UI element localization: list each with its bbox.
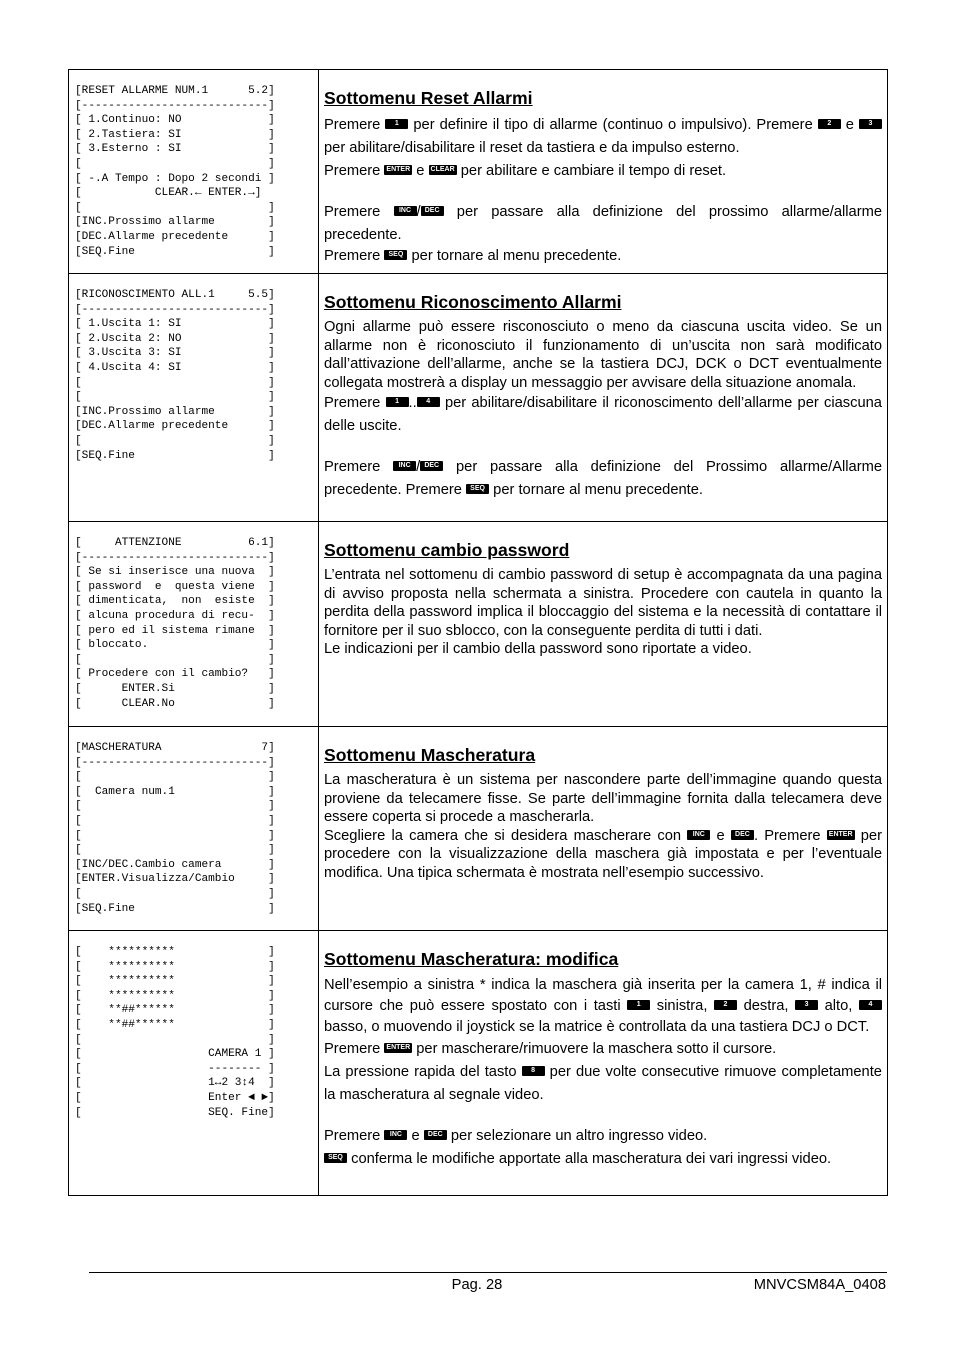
text-cell xyxy=(319,931,888,1196)
text: e xyxy=(716,827,725,844)
reset-alarm-screen: [RESET ALLARME NUM.1 5.2] [----------------------------] [ 1.Continuo: NO ] [ 2.Tastiera: SI ] [ 3.Esterno : SI ] [ ] [ -.A Tempo : Dopo 2 secondi ] [ CLEAR.← ENTER.→] [ ] [INC.Prossimo allarme ] [DEC.Allarme precedente ] [SEQ.Fine ] xyxy=(75,85,275,258)
table-row xyxy=(69,70,888,274)
key-2-icon: 2 xyxy=(714,1000,737,1010)
text: sinistra, xyxy=(656,998,708,1014)
key-3-icon: 3 xyxy=(795,1000,818,1010)
text: La pressione rapida del tasto xyxy=(324,1064,517,1080)
text: . Premere xyxy=(753,827,821,844)
text-cell xyxy=(319,70,888,274)
key-inc-icon: INC xyxy=(394,206,417,216)
paragraph xyxy=(324,827,882,883)
text: Nell’esempio a sinistra * indica la maschera già inserita per la camera 1, # indica il cursore che può essere spostato con i tasti xyxy=(324,977,882,1014)
text: Premere xyxy=(324,117,381,133)
text: Premere xyxy=(324,248,381,264)
key-4-icon: 4 xyxy=(859,1000,882,1010)
screen-cell xyxy=(69,522,319,727)
section-title: Sottomenu Reset Allarmi xyxy=(324,88,533,108)
screen-cell xyxy=(69,931,319,1196)
text-cell xyxy=(319,522,888,727)
key-enter-icon: ENTER xyxy=(386,1044,411,1052)
table-row xyxy=(69,931,888,1196)
screen-cell xyxy=(69,727,319,931)
key-1-icon: 1 xyxy=(627,1000,650,1010)
text: / xyxy=(416,204,421,220)
key-1-icon: 1 xyxy=(385,119,408,129)
text: Scegliere la camera che si desidera mascherare con xyxy=(324,827,682,844)
key-enter-icon: ENTER xyxy=(386,166,411,174)
key-dec-icon: DEC xyxy=(421,206,444,216)
text: per abilitare e cambiare il tempo di reset. xyxy=(460,163,727,179)
table-row xyxy=(69,727,888,931)
paragraph xyxy=(324,1038,882,1061)
section-title: Sottomenu Mascheratura: modifica xyxy=(324,949,619,969)
masking-screen: [MASCHERATURA 7] [----------------------------] [ ] [ Camera num.1 ] [ ] [ ] [ ] [ ] [INC/DEC.Cambio camera ] [ENTER.Visualizza/Cambio ] [ ] [SEQ.Fine ] xyxy=(75,742,275,915)
paragraph xyxy=(324,1061,882,1107)
text: basso, o muovendo il joystick se la matrice è controllata da una tastiera DCJ o DCT. xyxy=(324,1019,870,1035)
key-enter-icon: ENTER xyxy=(828,830,853,838)
key-8-icon: 8 xyxy=(522,1066,545,1076)
key-seq-icon: SEQ xyxy=(324,1153,347,1163)
table-row xyxy=(69,522,888,727)
text: per selezionare un altro ingresso video. xyxy=(450,1128,708,1144)
text: per due volte consecutive rimuove completamente la mascheratura al segnale video. xyxy=(324,1064,882,1103)
key-seq-icon: SEQ xyxy=(384,250,407,260)
section-title: Sottomenu cambio password xyxy=(324,540,570,560)
paragraph xyxy=(324,1125,882,1148)
alarm-recognition-screen: [RICONOSCIMENTO ALL.1 5.5] [----------------------------] [ 1.Uscita 1: SI ] [ 2.Uscita 2: NO ] [ 3.Uscita 3: SI ] [ 4.Uscita 4: SI ] [ ] [ ] [INC.Prossimo allarme ] [DEC.Allarme precedente ] [ ] [SEQ.Fine ] xyxy=(75,289,275,462)
text: destra, xyxy=(743,998,789,1014)
text: per abilitare/disabilitare il reset da tastiera e da impulso esterno. xyxy=(324,140,740,156)
section-title: Sottomenu Mascheratura xyxy=(324,745,536,765)
text: alto, xyxy=(824,998,853,1014)
footer-divider xyxy=(89,1272,887,1273)
key-dec-icon: DEC xyxy=(420,461,443,471)
text-cell xyxy=(319,727,888,931)
table-row xyxy=(69,274,888,522)
text: Premere xyxy=(324,163,381,179)
text: e xyxy=(411,1128,420,1144)
screen-cell xyxy=(69,70,319,274)
page-number: Pag. 28 xyxy=(451,1277,503,1293)
paragraph xyxy=(324,1148,882,1171)
key-dec-icon: DEC xyxy=(731,830,754,840)
paragraph xyxy=(324,160,882,183)
key-inc-icon: INC xyxy=(687,830,710,840)
text: per passare alla definizione del Prossimo allarme/Allarme precedente. Premere xyxy=(324,459,882,499)
key-clear-icon: CLEAR xyxy=(430,166,455,174)
key-inc-icon: INC xyxy=(393,461,416,471)
key-3-icon: 3 xyxy=(859,119,882,129)
key-1-icon: 1 xyxy=(386,397,409,407)
masking-edit-screen: [ ********** ] [ ********** ] [ ********** ] [ ********** ] [ **##****** ] [ **##****** ] [ ] [ CAMERA 1 ] [ -------- ] [ 1↔2 3↕4 ] [ Enter ◄ ►] [ SEQ. Fine] xyxy=(75,946,275,1119)
text: conferma le modifiche apportate alla mascheratura dei vari ingressi video. xyxy=(351,1151,832,1167)
key-seq-icon: SEQ xyxy=(466,484,489,494)
section-title: Sottomenu Riconoscimento Allarmi xyxy=(324,292,622,312)
screen-cell xyxy=(69,274,319,522)
key-inc-icon: INC xyxy=(384,1130,407,1140)
text: / xyxy=(416,459,421,476)
text: per abilitare/disabilitare il riconoscimento dell’allarme per ciascuna delle uscite. xyxy=(324,395,882,435)
text: Premere xyxy=(324,1128,381,1144)
paragraph: La mascheratura è un sistema per nascondere parte dell’immagine quando questa proviene da telecamere fisse. Se parte dell’immagine fornita dalla telecamera deve essere coperta si procede a mascherarla. xyxy=(324,772,882,826)
paragraph xyxy=(324,456,882,502)
text: per procedere con la visualizzazione della maschera già impostata e per l’eventuale modifica. Una tipica schermata è mostrata nell’esempio successivo. xyxy=(324,827,882,881)
key-2-icon: 2 xyxy=(818,119,841,129)
paragraph xyxy=(324,114,882,160)
text: per tornare al menu precedente. xyxy=(411,248,622,264)
document-code: MNVCSM84A_0408 xyxy=(753,1277,886,1293)
paragraph xyxy=(324,247,882,266)
manual-table xyxy=(68,69,888,1196)
text: per passare alla definizione del prossimo allarme/allarme precedente. xyxy=(324,204,882,243)
paragraph xyxy=(324,201,882,247)
text: per tornare al menu precedente. xyxy=(493,482,704,499)
text: per definire il tipo di allarme (continuo o impulsivo). Premere xyxy=(413,117,813,133)
text: Premere xyxy=(324,459,381,476)
paragraph xyxy=(324,392,882,438)
paragraph xyxy=(324,975,882,1038)
text: Premere xyxy=(324,1041,381,1057)
paragraph: Ogni allarme può essere risconosciuto o meno da ciascuna uscita video. Se un allarme non è riconosciuto il funzionamento di un’uscita non sarà modificato dall’attivazione dell’allarme, anche se la tastiera DCJ, DCK o DCT eventualmente collegata mostrerà a display un messaggio per avvisare della situazione anomala. xyxy=(324,319,882,391)
text: Premere xyxy=(324,395,381,412)
key-4-icon: 4 xyxy=(417,397,440,407)
text: e xyxy=(416,163,425,179)
text: Premere xyxy=(324,204,381,220)
text: .. xyxy=(408,395,417,412)
text: per mascherare/rimuovere la maschera sotto il cursore. xyxy=(416,1041,777,1057)
paragraph: Le indicazioni per il cambio della password sono riportate a video. xyxy=(324,641,752,658)
text: e xyxy=(845,117,854,133)
text-cell xyxy=(319,274,888,522)
paragraph: L’entrata nel sottomenu di cambio password di setup è accompagnata da una pagina di avviso proposta nella schermata a sinistra. Procedere con cautela in quanto la perdita della password implica il bloccaggio del sistema e la necessità di contattare il fornitore per il suo sblocco, con la conseguente perdita di tutti i dati. xyxy=(324,567,882,639)
password-warning-screen: [ ATTENZIONE 6.1] [----------------------------] [ Se si inserisce una nuova ] [ password e questa viene ] [ dimenticata, non esiste ] [ alcuna procedura di recu- ] [ pero ed il sistema rimane ] [ bloccato. ] [ ] [ Procedere con il cambio? ] [ ENTER.Si ] [ CLEAR.No ] xyxy=(75,537,275,710)
key-dec-icon: DEC xyxy=(424,1130,447,1140)
